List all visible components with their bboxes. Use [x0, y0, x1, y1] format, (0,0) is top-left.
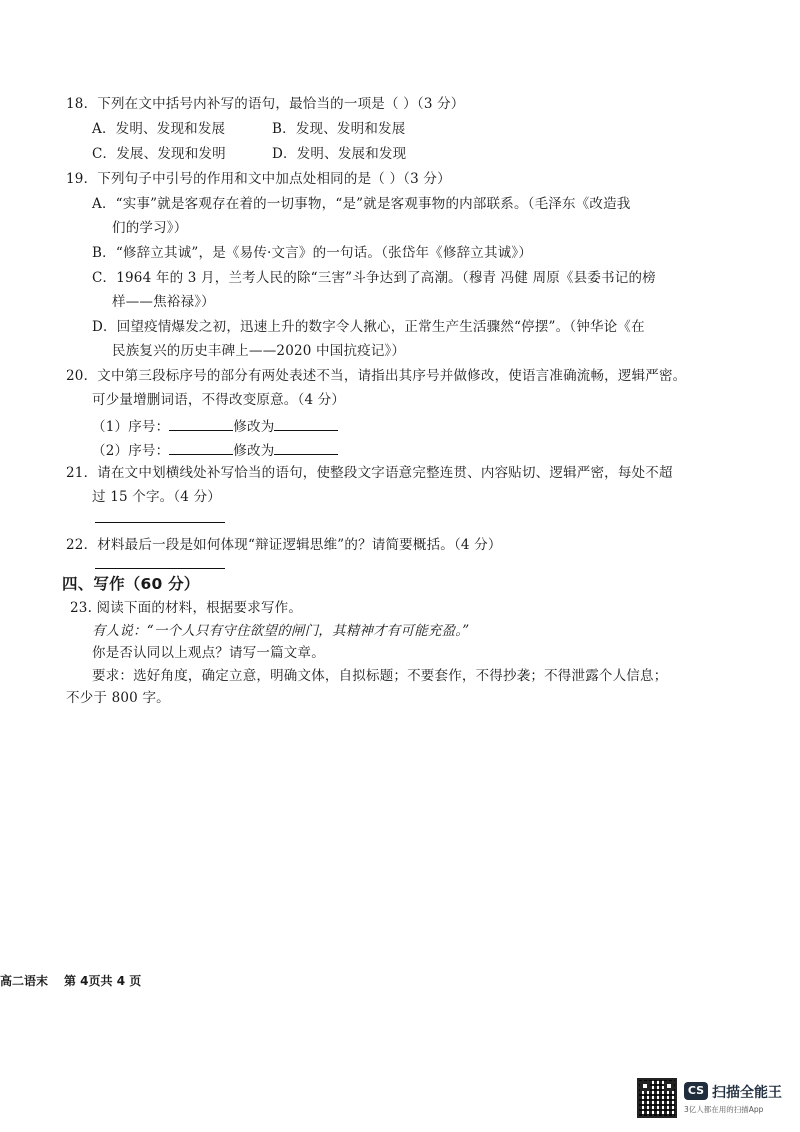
q18-stem: 18．下列在文中括号内补写的语句，最恰当的一项是（ ）（3 分） — [66, 96, 465, 112]
q23-requirement-line2: 不少于 800 字。 — [66, 690, 170, 706]
q19-option-a-line2: 们的学习》） — [112, 220, 188, 236]
q20-r2-label: （2）序号： — [92, 443, 170, 459]
q23-ask: 你是否认同以上观点？请写一篇文章。 — [92, 645, 325, 661]
q18-option-b: B．发现、发明和发展 — [272, 121, 406, 137]
q20-r1-mid: 修改为 — [233, 419, 275, 435]
q19-stem: 19．下列句子中引号的作用和文中加点处相同的是（ ）（3 分） — [66, 171, 451, 187]
camscanner-logo: CS — [684, 1082, 708, 1100]
q21-stem-line1: 21．请在文中划横线处补写恰当的语句，使整段文字语意完整连贯、内容贴切、逻辑严密，每处不超 — [66, 465, 673, 481]
q18-option-a: A．发明、发现和发展 — [92, 121, 226, 137]
q20-r1-revision-blank[interactable] — [274, 416, 338, 431]
camscanner-tagline: 3亿人都在用的扫描App — [684, 1105, 764, 1114]
q20-r1-number-blank[interactable] — [169, 416, 233, 431]
q22-stem: 22．材料最后一段是如何体现“辩证逻辑思维”的？请简要概括。（4 分） — [66, 537, 502, 553]
q20-answer-row-1 — [92, 416, 338, 436]
footer-course: 高二语末 — [0, 974, 49, 988]
q20-r2-mid: 修改为 — [233, 443, 275, 459]
q19-option-d-line1: D．回望疫情爆发之初，迅速上升的数字令人揪心，正常生产生活骤然“停摆”。（钟华论《在 — [92, 319, 645, 335]
camscanner-brand: 扫描全能王 — [712, 1085, 782, 1101]
q21-answer-line[interactable] — [95, 522, 225, 523]
q19-option-a-line1: A．“实事”就是客观存在着的一切事物，“是”就是客观事物的内部联系。（毛泽东《改造我 — [92, 196, 631, 212]
section-4-title: 四、写作（60 分） — [62, 575, 200, 593]
q19-option-c-line2: 样——焦裕禄》） — [112, 294, 215, 310]
footer-page-number: 第 4页共 4 页 — [64, 974, 142, 988]
q20-r1-label: （1）序号： — [92, 419, 170, 435]
q20-answer-row-2 — [92, 440, 338, 460]
q20-r2-revision-blank[interactable] — [274, 440, 338, 455]
q18-option-c: C．发展、发现和发明 — [92, 146, 226, 162]
q19-option-d-line2: 民族复兴的历史丰碑上——2020 中国抗疫记》） — [112, 343, 406, 359]
q19-option-b: B．“修辞立其诚”，是《易传·文言》的一句话。（张岱年《修辞立其诚》） — [92, 245, 533, 261]
q23-quote: 有人说：“一个人只有守住欲望的闸门，其精神才有可能充盈。” — [92, 623, 470, 639]
q20-stem-line1: 20．文中第三段标序号的部分有两处表述不当，请指出其序号并做修改，使语言准确流畅，逻辑严密。 — [66, 368, 687, 384]
q20-r2-number-blank[interactable] — [169, 440, 233, 455]
q19-option-c-line1: C．1964 年的 3 月，兰考人民的除“三害”斗争达到了高潮。（穆青 冯健 周原《县委书记的榜 — [92, 270, 656, 286]
q23-stem: 23. 阅读下面的材料，根据要求写作。 — [70, 600, 303, 616]
q22-answer-line[interactable] — [95, 568, 225, 569]
q18-option-d: D．发明、发展和发现 — [272, 146, 407, 162]
qr-code-icon — [637, 1078, 677, 1118]
q23-requirement-line1: 要求：选好角度，确定立意，明确文体，自拟标题；不要套作，不得抄袭；不得泄露个人信息； — [92, 668, 668, 684]
q21-stem-line2: 过 15 个字。（4 分） — [92, 489, 221, 505]
q20-stem-line2: 可少量增删词语，不得改变原意。（4 分） — [92, 392, 346, 408]
